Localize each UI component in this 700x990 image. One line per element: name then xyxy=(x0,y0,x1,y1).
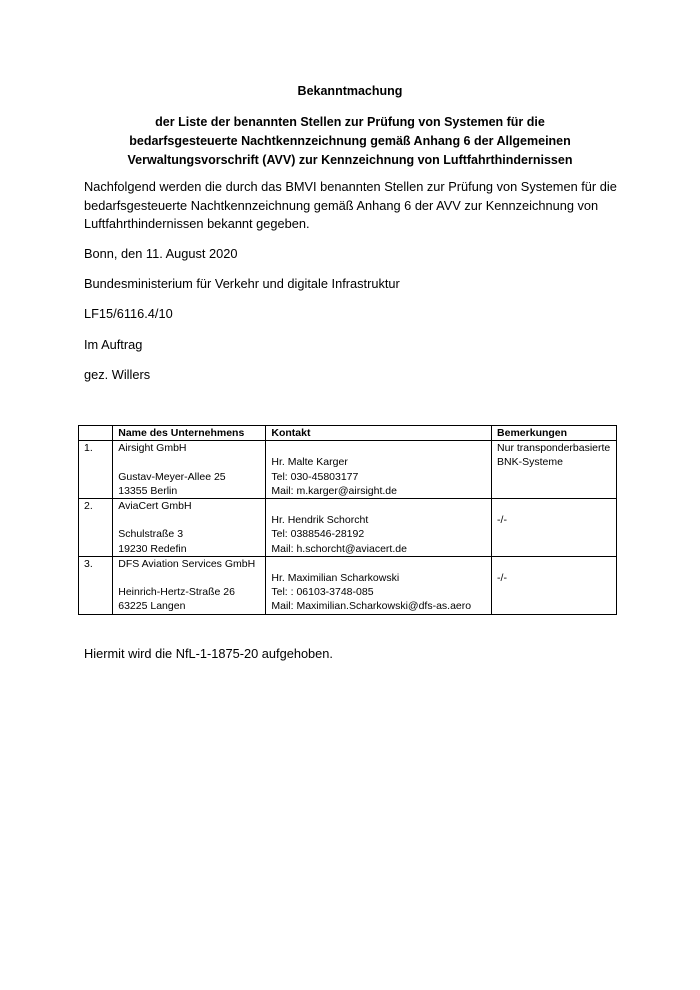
spacer-line xyxy=(497,557,616,571)
ministry-name: Bundesministerium für Verkehr und digitale Infrastruktur xyxy=(84,276,400,291)
document-title: Bekanntmachung xyxy=(297,84,403,98)
spacer-line xyxy=(118,455,265,469)
header-contact: Kontakt xyxy=(266,426,492,441)
contact-mail: Mail: m.karger@airsight.de xyxy=(271,484,397,497)
remarks-text: Nur transponderbasierte BNK-Systeme xyxy=(497,442,611,469)
spacer-line xyxy=(271,441,491,455)
company-name: DFS Aviation Services GmbH xyxy=(118,557,256,570)
intro-paragraph: Nachfolgend werden die durch das BMVI benannten Stellen zur Prüfung von Systemen für die bedarfsgesteuerte Nachtkennzeichnung gemäß Anhang 6 der AVV zur Kennzeichnung von Luftfahrthindernissen bekannt gegeben. xyxy=(84,179,617,231)
spacer-line xyxy=(118,513,265,527)
company-street: Gustav-Meyer-Allee 25 xyxy=(118,470,226,483)
table-header-row xyxy=(79,426,617,441)
company-street: Heinrich-Hertz-Straße 26 xyxy=(118,586,235,599)
company-name: AviaCert GmbH xyxy=(118,500,192,512)
remarks-cell xyxy=(492,441,617,499)
company-street: Schulstraße 3 xyxy=(118,528,184,541)
contact-phone: Tel: 030-45803177 xyxy=(271,470,359,483)
header-company-name: Name des Unternehmens xyxy=(113,426,266,441)
contact-person: Hr. Maximilian Scharkowski xyxy=(271,571,400,584)
remarks-text: -/- xyxy=(497,571,507,584)
company-name: Airsight GmbH xyxy=(118,442,187,455)
date-line: Bonn, den 11. August 2020 xyxy=(84,246,238,261)
row-number: 1. xyxy=(79,441,113,499)
contact-person: Hr. Malte Karger xyxy=(271,456,348,469)
row-number: 3. xyxy=(79,556,113,614)
contact-cell xyxy=(266,556,492,614)
company-city: 13355 Berlin xyxy=(118,484,178,497)
signature-line: gez. Willers xyxy=(84,367,151,382)
contact-person: Hr. Hendrik Schorcht xyxy=(271,514,369,527)
contact-mail: Mail: h.schorcht@aviacert.de xyxy=(271,542,407,555)
spacer-line xyxy=(118,571,265,585)
document-subtitle: der Liste der benannten Stellen zur Prüfung von Systemen für die bedarfsgesteuerte Nachtkennzeichnung gemäß Anhang 6 der Allgemeinen Verwaltungsvorschrift (AVV) zur Kennzeichnung von Luftfahrthindernissen xyxy=(127,115,573,167)
table-row xyxy=(79,499,617,557)
spacer-line xyxy=(271,499,491,513)
spacer-line xyxy=(271,557,491,571)
remarks-cell xyxy=(492,556,617,614)
spacer-line xyxy=(497,499,616,513)
contact-cell xyxy=(266,441,492,499)
header-remarks: Bemerkungen xyxy=(492,426,617,441)
company-city: 63225 Langen xyxy=(118,600,186,613)
remarks-cell xyxy=(492,499,617,557)
table-row xyxy=(79,556,617,614)
reference-number: LF15/6116.4/10 xyxy=(84,306,173,321)
row-number: 2. xyxy=(79,499,113,557)
contact-mail: Mail: Maximilian.Scharkowski@dfs-as.aero xyxy=(271,600,472,613)
footer-note: Hiermit wird die NfL-1-1875-20 aufgehoben. xyxy=(84,646,333,661)
designated-bodies-table xyxy=(78,425,617,615)
contact-phone: Tel: 0388546-28192 xyxy=(271,528,365,541)
company-cell xyxy=(113,499,266,557)
company-cell xyxy=(113,556,266,614)
contact-cell xyxy=(266,499,492,557)
company-city: 19230 Redefin xyxy=(118,542,187,555)
im-auftrag-line: Im Auftrag xyxy=(84,337,143,352)
contact-phone: Tel: : 06103-3748-085 xyxy=(271,586,374,599)
remarks-text: -/- xyxy=(497,514,507,527)
table-row xyxy=(79,441,617,499)
company-cell xyxy=(113,441,266,499)
header-num xyxy=(79,426,113,441)
